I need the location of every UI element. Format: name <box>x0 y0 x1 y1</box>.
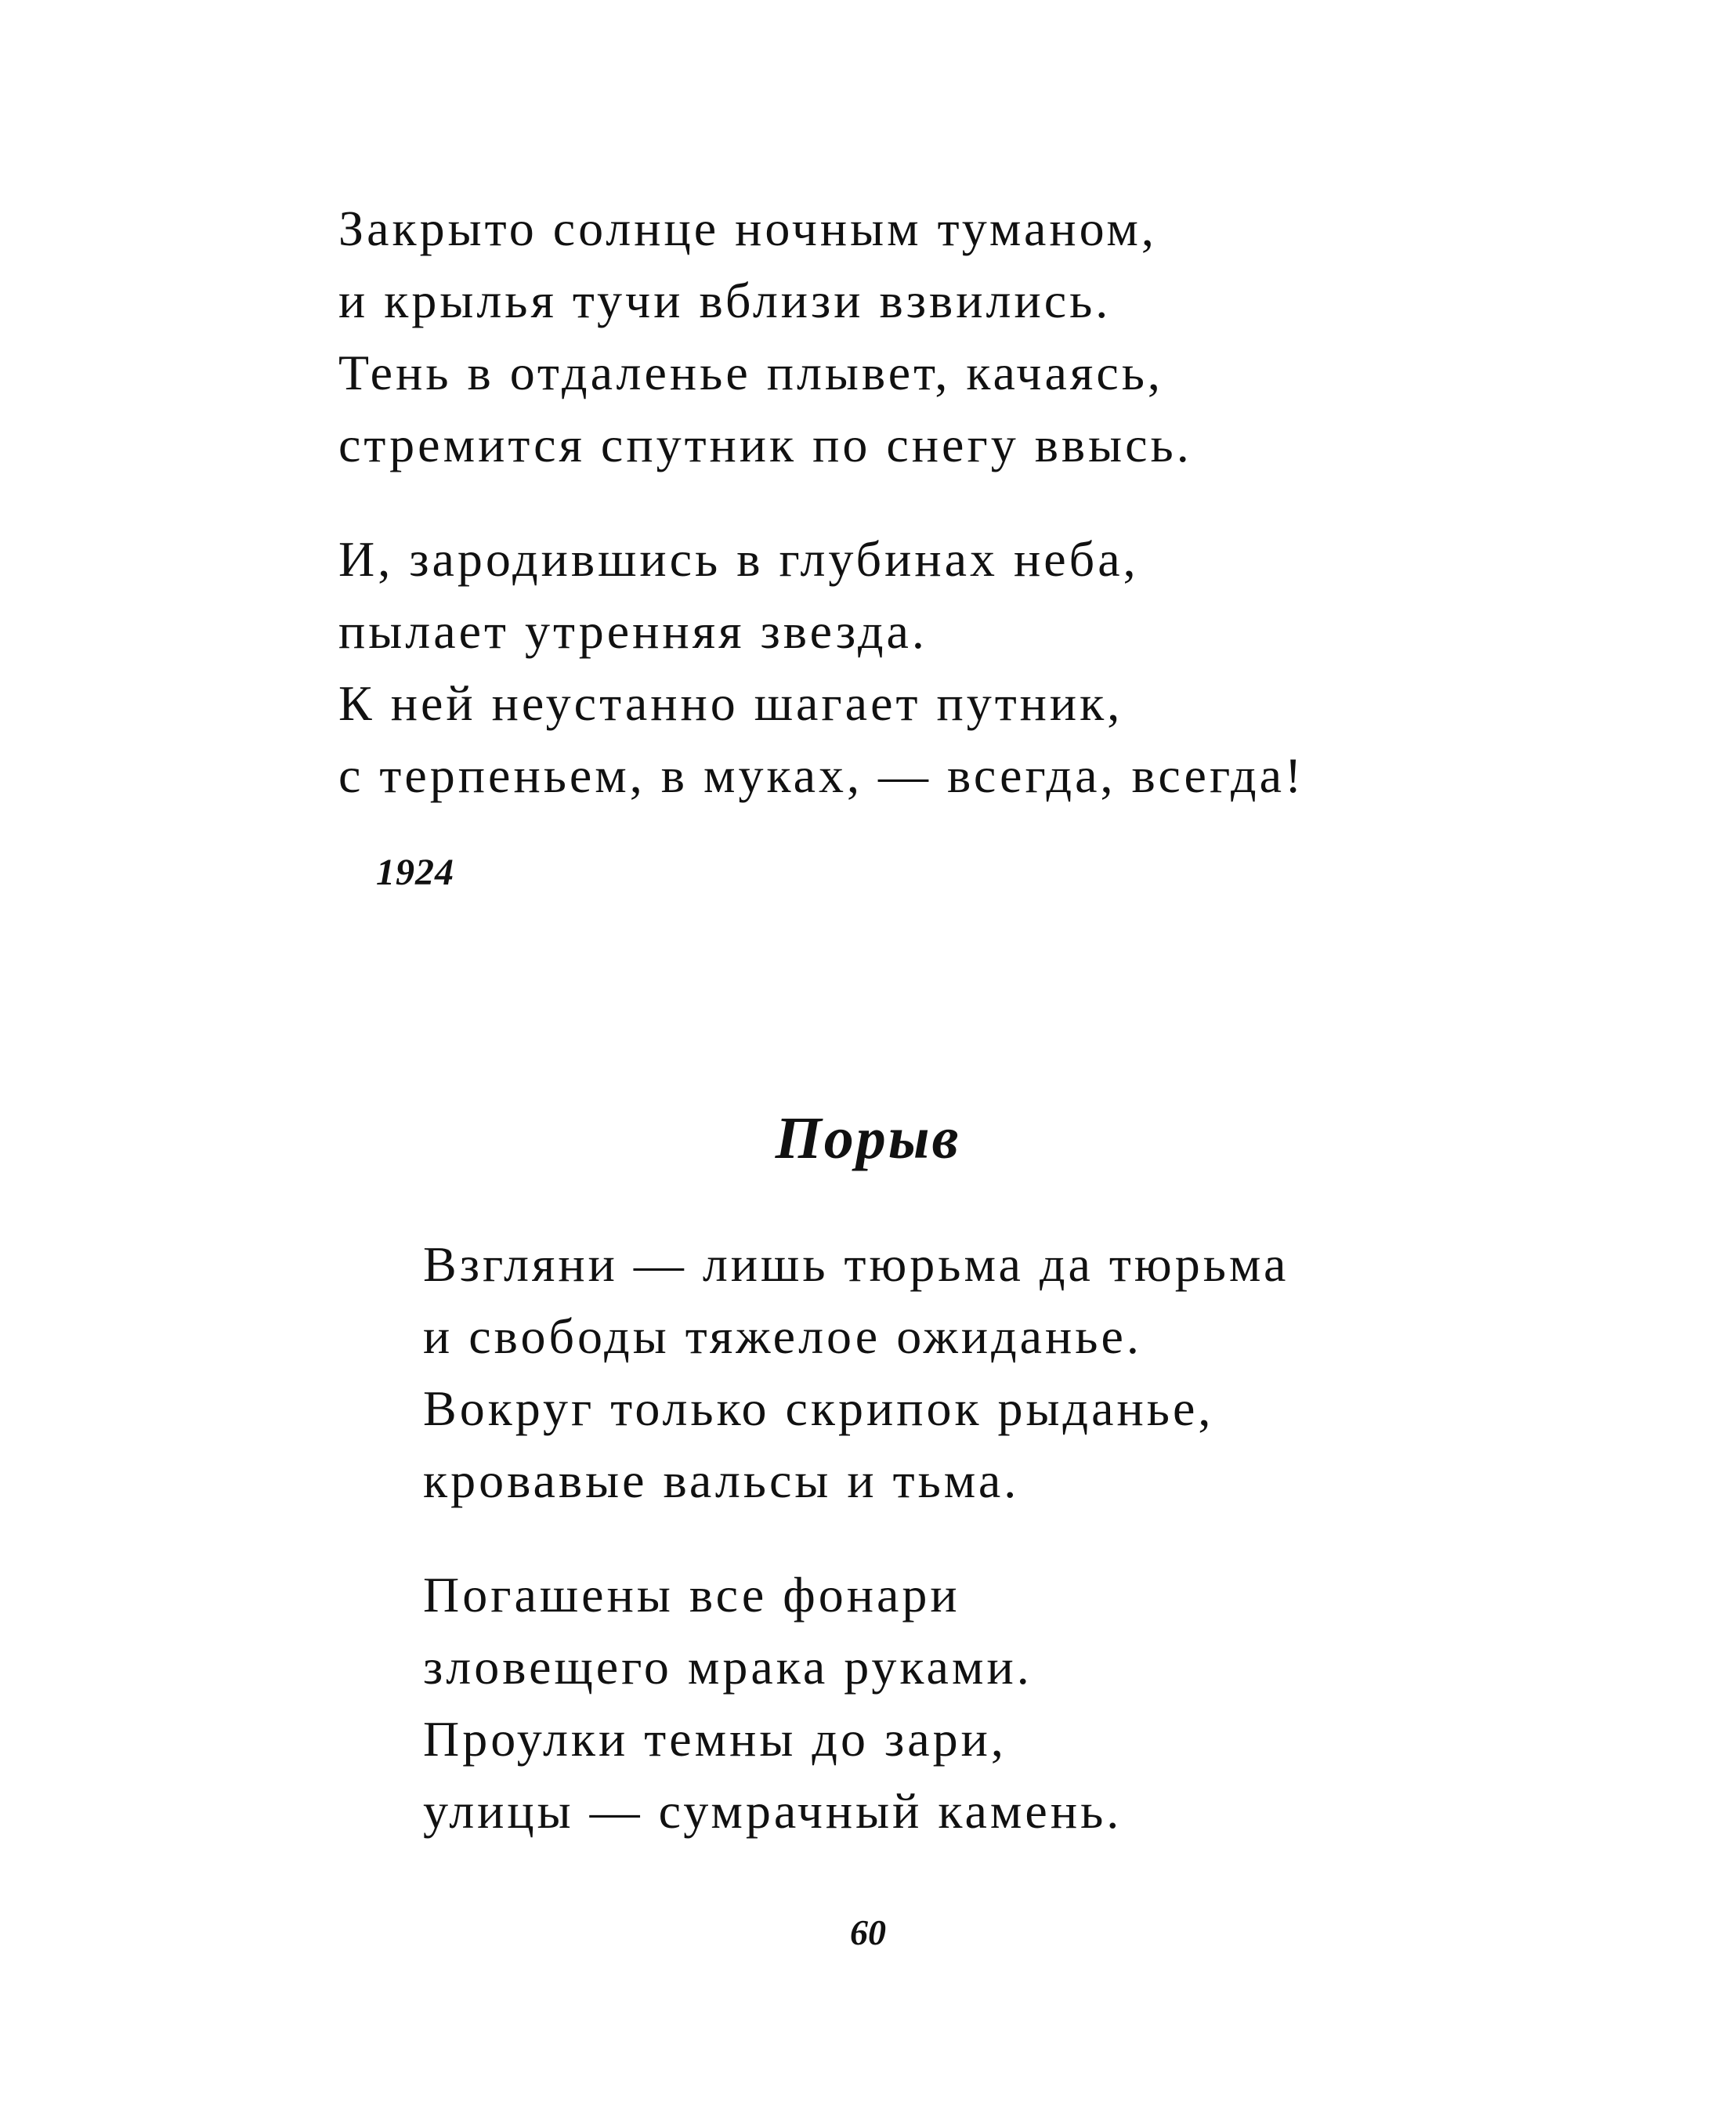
poem-line: и крылья тучи вблизи взвились. <box>338 273 1112 328</box>
poem-line: улицы — сумрачный камень. <box>423 1783 1123 1839</box>
poem-line: Тень в отдаленье плывет, качаясь, <box>338 345 1163 400</box>
poem-line: Вокруг только скрипок рыданье, <box>423 1380 1214 1436</box>
poem2-stanza-2 <box>423 1559 1122 1847</box>
poem-line: Взгляни — лишь тюрьма да тюрьма <box>423 1236 1289 1292</box>
poem-line: стремится спутник по снегу ввысь. <box>338 417 1192 472</box>
poem-date: 1924 <box>376 852 454 893</box>
poem-title: Порыв <box>775 1105 961 1171</box>
poem-line: пылает утренняя звезда. <box>338 603 928 659</box>
poem-line: и свободы тяжелое ожиданье. <box>423 1308 1142 1364</box>
poem-line: зловещего мрака руками. <box>423 1639 1033 1695</box>
poem1-stanza-2 <box>338 523 1304 812</box>
poem-line: с терпеньем, в муках, — всегда, всегда! <box>338 747 1305 803</box>
poem-line: Проулки темны до зари, <box>423 1711 1007 1767</box>
poem1-stanza-1 <box>338 193 1192 481</box>
poem-line: Закрыто солнце ночным туманом, <box>338 201 1157 256</box>
poem-line: К ней неустанно шагает путник, <box>338 675 1123 731</box>
poem-line: кровавые вальсы и тьма. <box>423 1453 1020 1508</box>
page-number: 60 <box>850 1912 886 1952</box>
poem2-stanza-1 <box>423 1228 1289 1517</box>
poem-line: И, зародившись в глубинах неба, <box>338 531 1139 587</box>
poem-line: Погашены все фонари <box>423 1567 960 1623</box>
